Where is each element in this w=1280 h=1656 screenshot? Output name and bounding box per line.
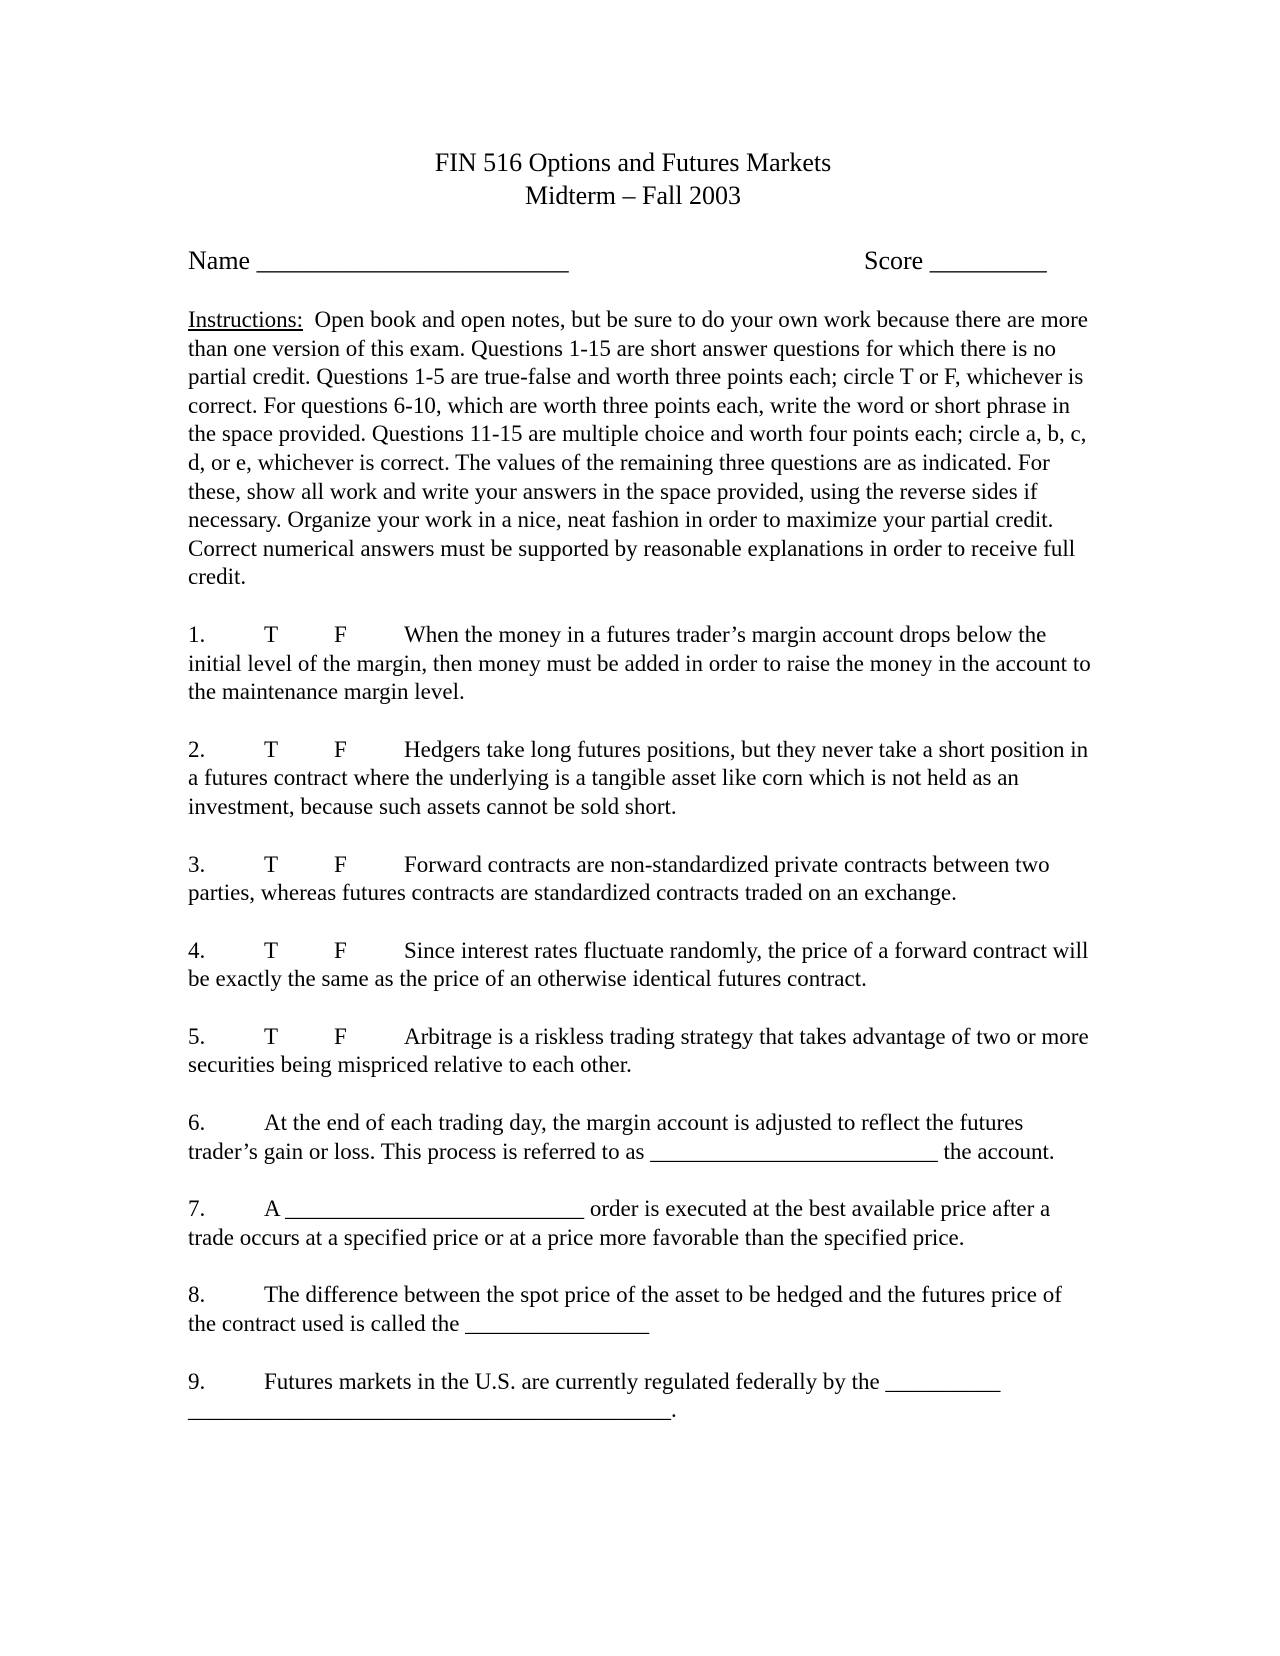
question-text: Forward contracts are non-standardized private contracts between two parties, whereas futures contracts are standardized contracts traded on an exchange. — [188, 851, 1050, 906]
question-7 — [188, 1195, 1093, 1252]
false-option: F — [334, 937, 347, 963]
question-number: 8. — [188, 1282, 206, 1308]
true-option: T — [264, 1023, 279, 1049]
question-text: The difference between the spot price of the asset to be hedged and the futures price of the contract used is called the ________________ — [188, 1282, 1062, 1337]
true-option: T — [264, 851, 279, 877]
false-option: F — [334, 851, 347, 877]
question-8 — [188, 1281, 1093, 1338]
course-title: FIN 516 Options and Futures Markets — [434, 148, 832, 177]
false-option: F — [334, 621, 347, 647]
true-option: T — [264, 937, 279, 963]
question-text: Futures markets in the U.S. are currently regulated federally by the __________ __________________________________________. — [188, 1368, 1001, 1423]
true-option: T — [264, 736, 279, 762]
question-number: 7. — [188, 1196, 206, 1222]
instructions — [188, 306, 1093, 592]
question-text: A __________________________ order is executed at the best available price after a trade occurs at a specified price or at a price more favorable than the specified price. — [188, 1196, 1051, 1250]
question-number: 3. — [188, 851, 206, 877]
question-6 — [188, 1109, 1093, 1166]
exam-subtitle: Midterm – Fall 2003 — [525, 181, 741, 210]
false-option: F — [334, 1023, 347, 1049]
question-number: 9. — [188, 1368, 206, 1394]
question-2 — [188, 736, 1093, 822]
question-text: Arbitrage is a riskless trading strategy that takes advantage of two or more securities being mispriced relative to each other. — [188, 1023, 1089, 1078]
false-option: F — [334, 736, 347, 762]
question-5 — [188, 1023, 1093, 1080]
question-number: 4. — [188, 937, 206, 963]
question-number: 6. — [188, 1110, 206, 1136]
question-4 — [188, 937, 1093, 994]
question-text: Since interest rates fluctuate randomly, the price of a forward contract will be exactly the same as the price of an otherwise identical futures contract. — [188, 937, 1089, 992]
true-option: T — [264, 621, 279, 647]
instructions-label: Instructions: — [188, 307, 303, 332]
question-1 — [188, 621, 1093, 707]
question-number: 5. — [188, 1023, 206, 1049]
question-text: When the money in a futures trader’s margin account drops below the initial level of the margin, then money must be added in order to raise the money in the account to the maintenance margin level. — [188, 621, 1091, 705]
name-field: Name ________________________ — [188, 246, 569, 275]
exam-header — [178, 146, 1088, 212]
question-number: 2. — [188, 736, 206, 762]
question-number: 1. — [188, 621, 206, 647]
exam-page — [188, 146, 1091, 1425]
instructions-text: Open book and open notes, but be sure to do your own work because there are more than one version of this exam. Questions 1-15 are short answer questions for which there is no partial credit. Questions 1-5 are true-false and worth three points each; circle T or F, whichever is correct. For questions 6-10, which are worth three points each, write the word or short phrase in the space provided. Questions 11-15 are multiple choice and worth four points each; circle a, b, c, d, or e, whichever is correct. The values of the remaining three questions are as indicated. For these, show all work and write your answers in the space provided, using the reverse sides if necessary. Organize your work in a nice, neat fashion in order to maximize your partial credit. Correct numerical answers must be supported by reasonable explanations in order to receive full credit. — [188, 307, 1088, 590]
question-3 — [188, 851, 1093, 908]
question-text: At the end of each trading day, the margin account is adjusted to reflect the futures trader’s gain or loss. This process is referred to as _________________________ the account. — [188, 1110, 1055, 1164]
name-score-row — [188, 244, 1088, 278]
question-text: Hedgers take long futures positions, but they never take a short position in a futures contract where the underlying is a tangible asset like corn which is not held as an investment, because such assets cannot be sold short. — [188, 736, 1089, 819]
question-9 — [188, 1368, 1093, 1425]
score-field: Score _________ — [864, 246, 1047, 275]
